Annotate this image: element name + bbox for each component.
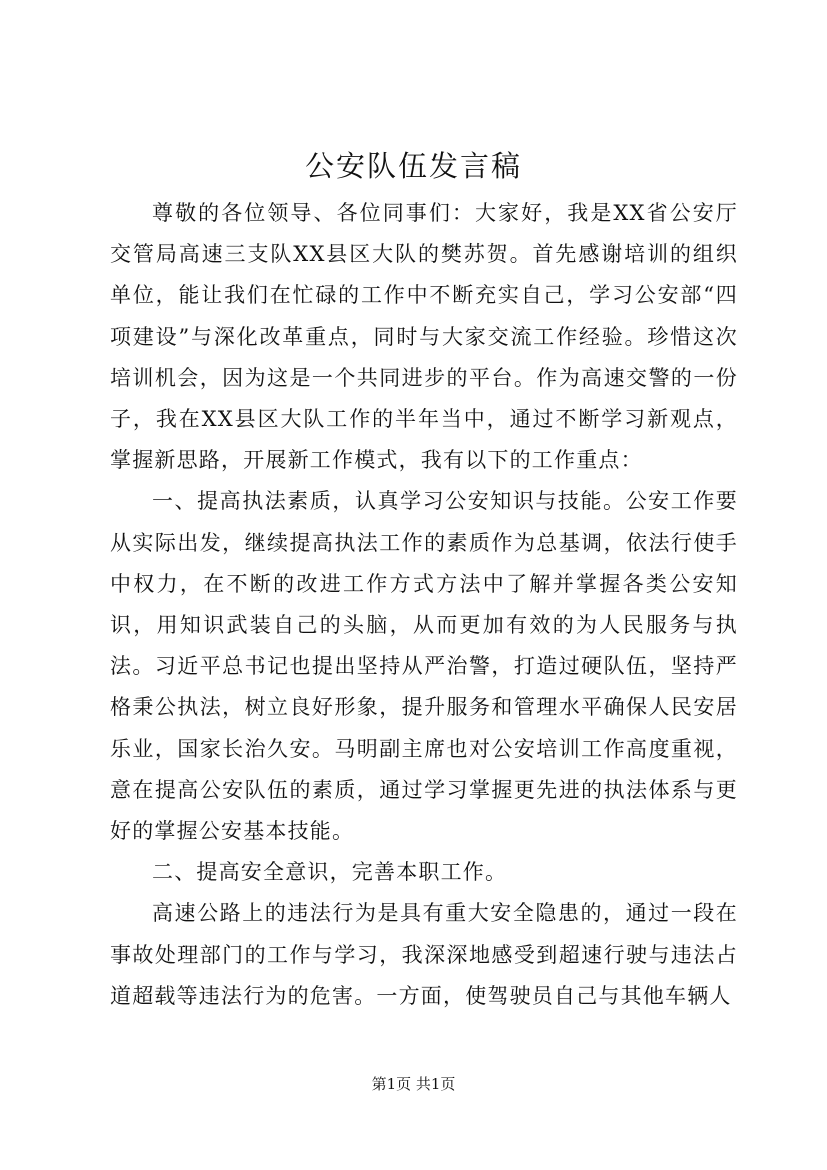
page-footer: 第1页 共1页: [371, 1075, 456, 1093]
paragraph-point-two-heading: 二、提高安全意识，完善本职工作。: [152, 860, 508, 885]
paragraph-point-two-body: 高速公路上的违法行为是具有重大安全隐患的，通过一段在事故处理部门的工作与学习，我深深地感受到超速行驶与违法占道超载等违法行为的危害。一方面，使驾驶员自己与其他车辆人: [110, 901, 738, 1008]
paragraph-greeting: 尊敬的各位领导、各位同事们：大家好，我是XX省公安厅交管局高速三支队XX县区大队的樊苏贺。首先感谢培训的组织单位，能让我们在忙碌的工作中不断充实自己，学习公安部“四项建设”与深化改革重点，同时与大家交流工作经验。珍惜这次培训机会，因为这是一个共同进步的平台。作为高速交警的一份子，我在XX县区大队工作的半年当中，通过不断学习新观点，掌握新思路，开展新工作模式，我有以下的工作重点：: [110, 201, 738, 473]
document-title: 公安队伍发言稿: [304, 149, 522, 183]
paragraph-point-one: 一、提高执法素质，认真学习公安知识与技能。公安工作要从实际出发，继续提高执法工作的素质作为总基调，依法行使手中权力，在不断的改进工作方式方法中了解并掌握各类公安知识，用知识武装自己的头脑，从而更加有效的为人民服务与执法。习近平总书记也提出坚持从严治警，打造过硬队伍，坚持严格秉公执法，树立良好形象，提升服务和管理水平确保人民安居乐业，国家长治久安。马明副主席也对公安培训工作高度重视，意在提高公安队伍的素质，通过学习掌握更先进的执法体系与更好的掌握公安基本技能。: [110, 489, 738, 844]
document-body: [110, 193, 738, 1017]
